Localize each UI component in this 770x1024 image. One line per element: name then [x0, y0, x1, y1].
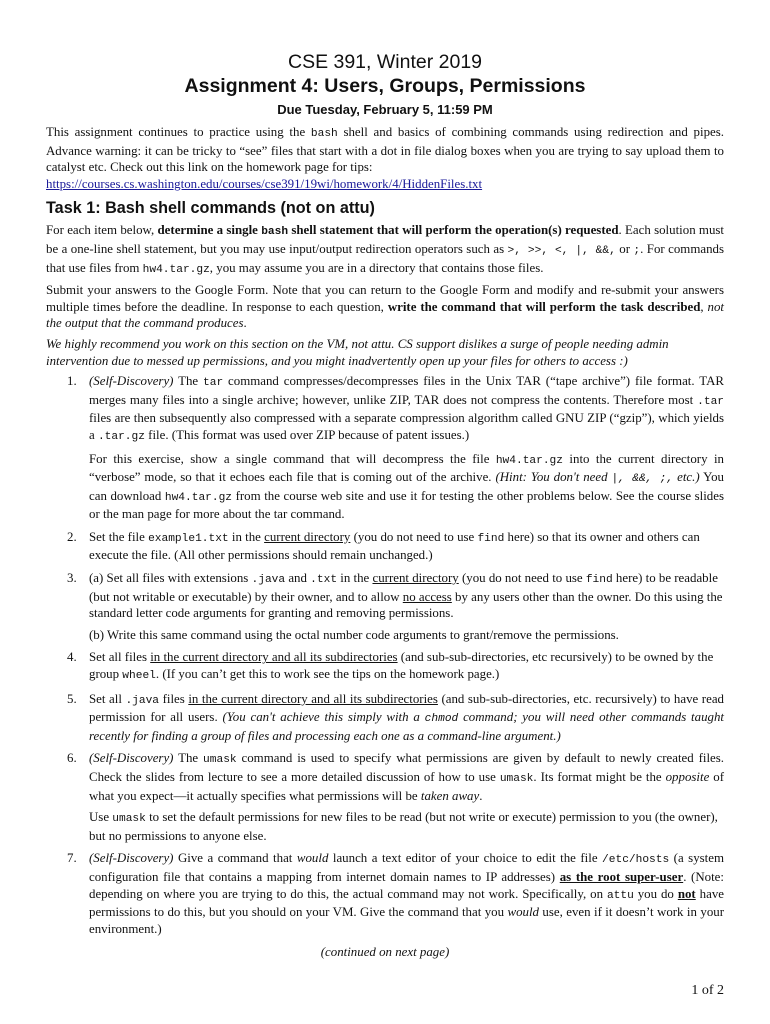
- list-item: 6. (Self-Discovery) The umask command is used to specify what permissions are given by default to newly created files. Check the slides from lecture to see a more detailed discussion of how to use umask. Its format might be the opposite of what you expect—it actually specifies what permissions will be taken away. Use umask to set the default permissions for new files to be read (but not write or execute) permission to you (the owner), but no permissions to anyone else.: [67, 751, 724, 843]
- course-title: CSE 391, Winter 2019: [287, 51, 483, 73]
- list-item: 3. (a) Set all files with extensions .java and .txt in the current directory (you do not need to use find here) to be readable (but not writable or executable) by their owner, and to allow no access by any users other than the owner. Do this using the standard letter code arguments for granting and removing permissions. (b) Write this same command using the octal number code arguments to grant/remove the permissions.: [67, 571, 723, 642]
- hidden-files-link[interactable]: https://courses.cs.washington.edu/courses/cse391/19wi/homework/4/HiddenFiles.txt: [46, 176, 483, 191]
- list-item: 5. Set all .java files in the current directory and all its subdirectories (and sub-sub-directories, etc. recursively) to have read permission for all users. (You can't achieve this simply with a chmod command; you will need other commands taught recently for finding a group of files and processing each one as a command-line argument.): [67, 691, 725, 743]
- vm-recommendation: We highly recommend you work on this section on the VM, not attu. CS support dislikes a surge of people needing admin intervention due to messed up permissions, and you might inadvertently open up your files for others to access :): [46, 336, 669, 368]
- task1-heading: Task 1: Bash shell commands (not on attu): [46, 199, 375, 218]
- question-list: [46, 373, 724, 937]
- list-item: 1. (Self-Discovery) The tar command compresses/decompresses files in the Unix TAR (“tape archive”) file format. TAR merges many files into a single archive; however, unlike ZIP, TAR does not compress the contents. Therefore most .tar files are then subsequently also compressed with a separate compression algorithm called GNU ZIP (“gzip”), which yields a .tar.gz file. (This format was used over ZIP because of patent issues.) For this exercise, show a single command that will decompress the file hw4.tar.gz into the current directory in “verbose” mode, so that it echoes each file that is coming out of the archive. (Hint: You don't need |, &&, ;, etc.) You can download hw4.tar.gz from the course web site and use it for testing the other problems below. See the course slides or the man page for more about the tar command.: [67, 374, 725, 522]
- list-item: 2. Set the file example1.txt in the current directory (you do not need to use find here) so that its owner and others can execute the file. (All other permissions should remain unchanged.): [67, 529, 700, 563]
- assignment-title: Assignment 4: Users, Groups, Permissions: [184, 75, 586, 97]
- task1-submission: Submit your answers to the Google Form. Note that you can return to the Google Form and modify and re-submit your answers multiple times before the deadline. In response to each question, write the command that will perform the task described, not the output that the command produces.: [46, 283, 724, 331]
- list-item: 4. Set all files in the current directory and all its subdirectories (and sub-sub-directories, etc recursively) to be owned by the group wheel. (If you can’t get this to work see the tips on the homework page.): [67, 650, 714, 683]
- page-number: 1 of 2: [691, 983, 724, 998]
- list-item: 7. (Self-Discovery) Give a command that would launch a text editor of your choice to edit the file /etc/hosts (a system configuration file that contains a mapping from internet domain names to IP addresses) as the root super-user. (Note: depending on where you are trying to do this, the actual command may not work. Specifically, on attu you do not have permissions to do this, but you should on your VM. Give the command that you would use, even if it doesn’t work in your environment.): [67, 851, 725, 936]
- task1-instructions: For each item below, determine a single bash shell statement that will perform the operation(s) requested. Each solution must be a one-line shell statement, but you may use input/output redirection operators such as >, >>, <, |, &&, or ;. For commands that use files from hw4.tar.gz, you may assume you are in a directory that contains those files.: [46, 223, 725, 276]
- continued-note: (continued on next page): [320, 945, 450, 960]
- document-page: [46, 50, 724, 960]
- due-date: Due Tuesday, February 5, 11:59 PM: [277, 102, 493, 117]
- intro-paragraph: This assignment continues to practice using the bash shell and basics of combining commands using redirection and pipes. Advance warning: it can be tricky to “see” files that start with a dot in file dialog boxes when you are trying to say upload them to catalyst etc. Check out this link on the homework page for tips: https://courses.cs.washington.edu/courses/cse391/19wi/homework/4/HiddenFiles.txt: [46, 125, 724, 191]
